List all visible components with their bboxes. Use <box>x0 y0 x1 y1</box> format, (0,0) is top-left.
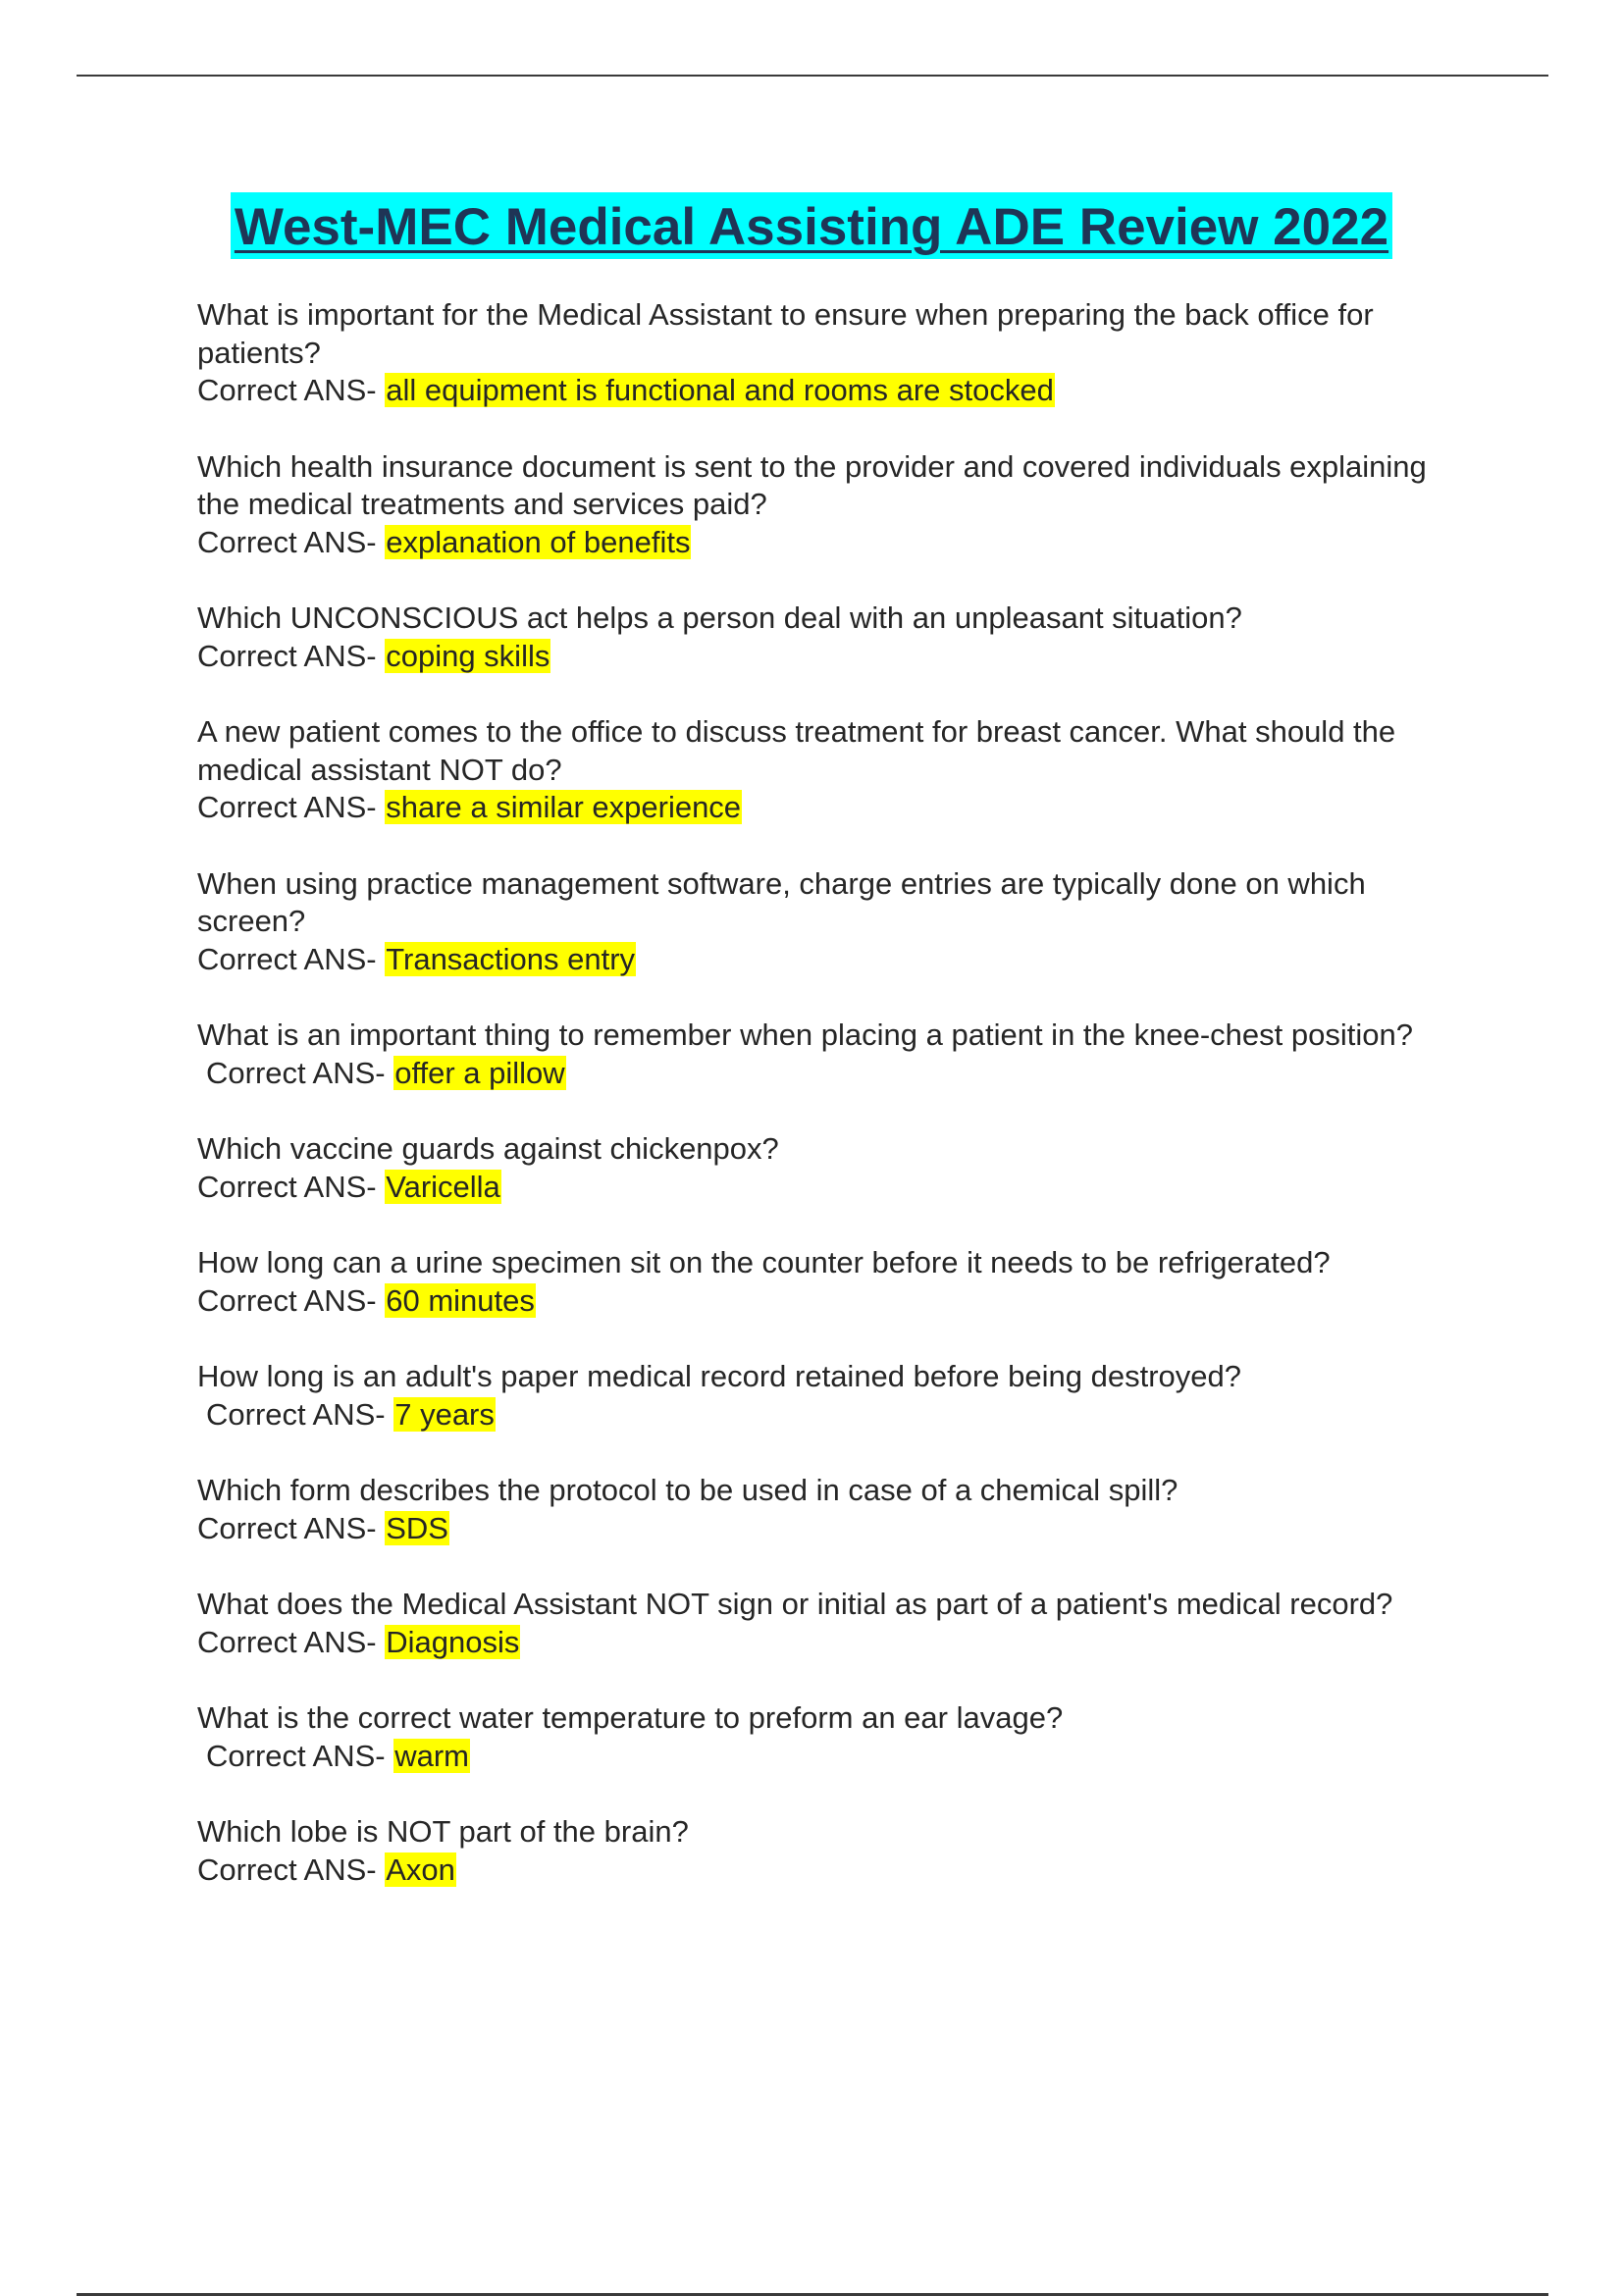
question-text: Which vaccine guards against chickenpox? <box>197 1131 779 1166</box>
answer-highlight: Axon <box>386 1852 455 1887</box>
answer-highlight: Diagnosis <box>386 1624 520 1659</box>
question-text: Which lobe is NOT part of the brain? <box>197 1814 689 1849</box>
answer-highlight: warm <box>394 1738 469 1773</box>
answer-prefix: Correct ANS- <box>197 941 386 976</box>
answer-prefix: Correct ANS- <box>206 1055 394 1090</box>
qa-item <box>197 1586 1473 1661</box>
answer-highlight: all equipment is functional and rooms are stocked <box>386 373 1054 407</box>
answer-highlight: SDS <box>386 1510 448 1545</box>
answer-line <box>197 1624 1473 1662</box>
question-text: Which form describes the protocol to be used in case of a chemical spill? <box>197 1473 1178 1507</box>
answer-line <box>197 941 1473 979</box>
qa-item <box>197 1813 1473 1889</box>
qa-item <box>197 1472 1473 1547</box>
answer-highlight: Varicella <box>386 1169 500 1204</box>
qa-list <box>197 296 1473 1927</box>
answer-line <box>197 1852 1473 1890</box>
title-container <box>0 192 1623 259</box>
answer-line <box>197 1738 1473 1776</box>
question-text: A new patient comes to the office to discuss treatment for breast cancer. What should the medical assistant NOT do? <box>197 714 1396 787</box>
qa-item <box>197 600 1473 675</box>
qa-item <box>197 296 1473 410</box>
answer-highlight: 7 years <box>394 1396 495 1432</box>
qa-item <box>197 1358 1473 1434</box>
answer-prefix: Correct ANS- <box>197 638 386 673</box>
question-text: What is important for the Medical Assistant to ensure when preparing the back office for patients? <box>197 297 1374 370</box>
answer-prefix: Correct ANS- <box>197 524 386 559</box>
qa-item <box>197 1244 1473 1320</box>
answer-line <box>197 1282 1473 1321</box>
answer-line <box>197 524 1473 562</box>
answer-prefix: Correct ANS- <box>197 1510 386 1545</box>
question-text: What is the correct water temperature to preform an ear lavage? <box>197 1700 1064 1735</box>
answer-prefix: Correct ANS- <box>197 1169 386 1204</box>
answer-prefix: Correct ANS- <box>206 1738 394 1773</box>
answer-prefix: Correct ANS- <box>197 790 386 824</box>
answer-prefix: Correct ANS- <box>197 1624 386 1659</box>
answer-prefix: Correct ANS- <box>197 1282 386 1318</box>
answer-prefix: Correct ANS- <box>197 1852 386 1887</box>
question-text: How long can a urine specimen sit on the counter before it needs to be refrigerated? <box>197 1245 1331 1279</box>
question-text: Which health insurance document is sent to the provider and covered individuals explaining the medical treatments and services paid? <box>197 448 1427 521</box>
document-title: West-MEC Medical Assisting ADE Review 2022 <box>231 192 1392 259</box>
question-text: What is an important thing to remember when placing a patient in the knee-chest position? <box>197 1018 1413 1052</box>
answer-highlight: 60 minutes <box>386 1282 535 1318</box>
answer-highlight: coping skills <box>386 638 550 673</box>
answer-line <box>197 1055 1473 1093</box>
qa-item <box>197 448 1473 562</box>
answer-highlight: share a similar experience <box>386 790 742 824</box>
qa-item <box>197 713 1473 827</box>
question-text: When using practice management software, charge entries are typically done on which screen? <box>197 865 1366 938</box>
answer-prefix: Correct ANS- <box>206 1396 394 1432</box>
answer-line <box>197 1169 1473 1207</box>
question-text: How long is an adult's paper medical record retained before being destroyed? <box>197 1359 1242 1393</box>
question-text: Which UNCONSCIOUS act helps a person deal with an unpleasant situation? <box>197 600 1242 635</box>
question-text: What does the Medical Assistant NOT sign or initial as part of a patient's medical record? <box>197 1587 1393 1621</box>
answer-prefix: Correct ANS- <box>197 373 386 407</box>
answer-highlight: explanation of benefits <box>386 524 691 559</box>
answer-highlight: offer a pillow <box>394 1055 565 1090</box>
answer-line <box>197 372 1473 410</box>
answer-line <box>197 789 1473 827</box>
answer-line <box>197 1510 1473 1548</box>
qa-item <box>197 1130 1473 1206</box>
answer-line <box>197 638 1473 676</box>
top-rule <box>77 75 1548 77</box>
qa-item <box>197 865 1473 979</box>
answer-line <box>197 1396 1473 1435</box>
qa-item <box>197 1699 1473 1775</box>
answer-highlight: Transactions entry <box>386 941 636 976</box>
qa-item <box>197 1017 1473 1092</box>
